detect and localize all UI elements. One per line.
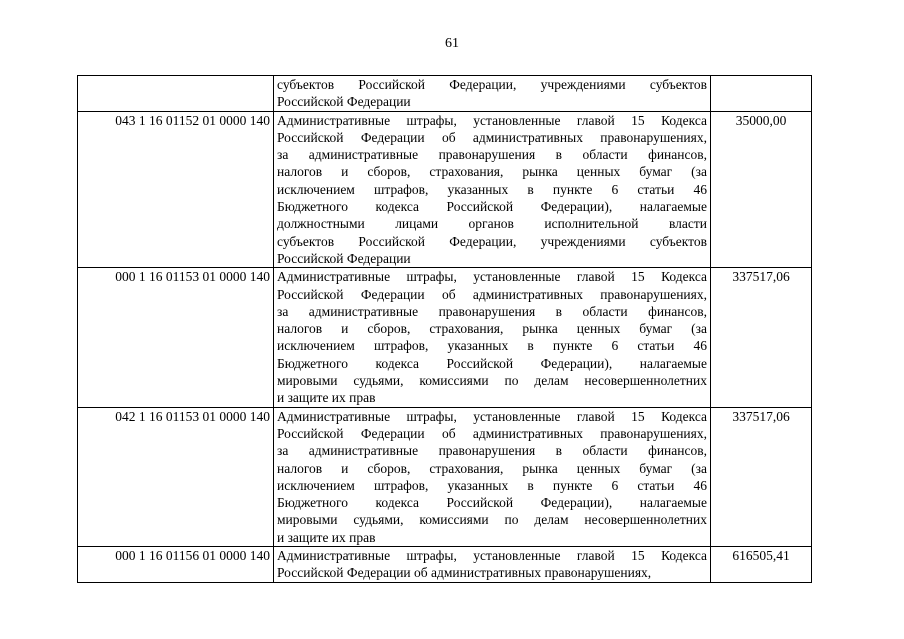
description-line: налогов и сборов, страхования, рынка ценных бумаг (за bbox=[277, 460, 707, 476]
description-line: Российской Федерации об административных правонарушениях, bbox=[277, 129, 707, 145]
budget-table bbox=[77, 75, 812, 583]
description-line: субъектов Российской Федерации, учреждениями субъектов bbox=[277, 77, 707, 92]
description-line: за административные правонарушения в области финансов, bbox=[277, 147, 707, 163]
amount-cell: 616505,41 bbox=[711, 547, 812, 583]
description-line: Российской Федерации об административных правонарушениях, bbox=[277, 286, 707, 302]
budget-code-cell: 043 1 16 01152 01 0000 140 bbox=[78, 111, 274, 268]
description-line: за административные правонарушения в области финансов, bbox=[277, 303, 707, 319]
description-line: исключением штрафов, указанных в пункте 6 статьи 46 bbox=[277, 477, 707, 493]
page-number: 61 bbox=[445, 36, 459, 51]
description-line: и защите их прав bbox=[277, 390, 376, 406]
description-line: Административные штрафы, установленные главой 15 Кодекса bbox=[277, 269, 707, 285]
description-line: Административные штрафы, установленные главой 15 Кодекса bbox=[277, 548, 707, 564]
description-line: должностными лицами органов исполнительной власти bbox=[277, 216, 707, 232]
description-line: и защите их прав bbox=[277, 529, 376, 545]
description-line: исключением штрафов, указанных в пункте 6 статьи 46 bbox=[277, 181, 707, 197]
budget-code-cell: 000 1 16 01153 01 0000 140 bbox=[78, 268, 274, 407]
table-row bbox=[78, 407, 812, 546]
budget-code-cell bbox=[78, 76, 274, 112]
description-line: мировыми судьями, комиссиями по делам несовершеннолетних bbox=[277, 373, 707, 389]
table-row bbox=[78, 268, 812, 407]
description-line: Бюджетного кодекса Российской Федерации), налагаемые bbox=[277, 495, 707, 511]
description-cell bbox=[274, 111, 711, 268]
amount-cell: 337517,06 bbox=[711, 268, 812, 407]
description-cell bbox=[274, 268, 711, 407]
description-line: Бюджетного кодекса Российской Федерации), налагаемые bbox=[277, 355, 707, 371]
budget-code-cell: 042 1 16 01153 01 0000 140 bbox=[78, 407, 274, 546]
description-line: Российской Федерации bbox=[277, 94, 411, 110]
description-line: налогов и сборов, страхования, рынка ценных бумаг (за bbox=[277, 321, 707, 337]
table-row bbox=[78, 111, 812, 268]
amount-cell bbox=[711, 76, 812, 112]
description-line: Российской Федерации bbox=[277, 250, 411, 266]
description-line: Бюджетного кодекса Российской Федерации), налагаемые bbox=[277, 199, 707, 215]
description-cell bbox=[274, 547, 711, 583]
description-line: Российской Федерации об административных правонарушениях, bbox=[277, 425, 707, 441]
description-line: исключением штрафов, указанных в пункте 6 статьи 46 bbox=[277, 338, 707, 354]
description-line: Административные штрафы, установленные главой 15 Кодекса bbox=[277, 112, 707, 128]
amount-cell: 35000,00 bbox=[711, 111, 812, 268]
table-row bbox=[78, 547, 812, 583]
description-line: субъектов Российской Федерации, учреждениями субъектов bbox=[277, 233, 707, 249]
description-line: мировыми судьями, комиссиями по делам несовершеннолетних bbox=[277, 512, 707, 528]
amount-cell: 337517,06 bbox=[711, 407, 812, 546]
description-line: за административные правонарушения в области финансов, bbox=[277, 443, 707, 459]
description-line: Российской Федерации об административных правонарушениях, bbox=[277, 565, 652, 581]
budget-code-cell: 000 1 16 01156 01 0000 140 bbox=[78, 547, 274, 583]
description-cell bbox=[274, 76, 711, 112]
description-line: налогов и сборов, страхования, рынка ценных бумаг (за bbox=[277, 164, 707, 180]
description-line: Административные штрафы, установленные главой 15 Кодекса bbox=[277, 408, 707, 424]
description-cell bbox=[274, 407, 711, 546]
table-row bbox=[78, 76, 812, 112]
